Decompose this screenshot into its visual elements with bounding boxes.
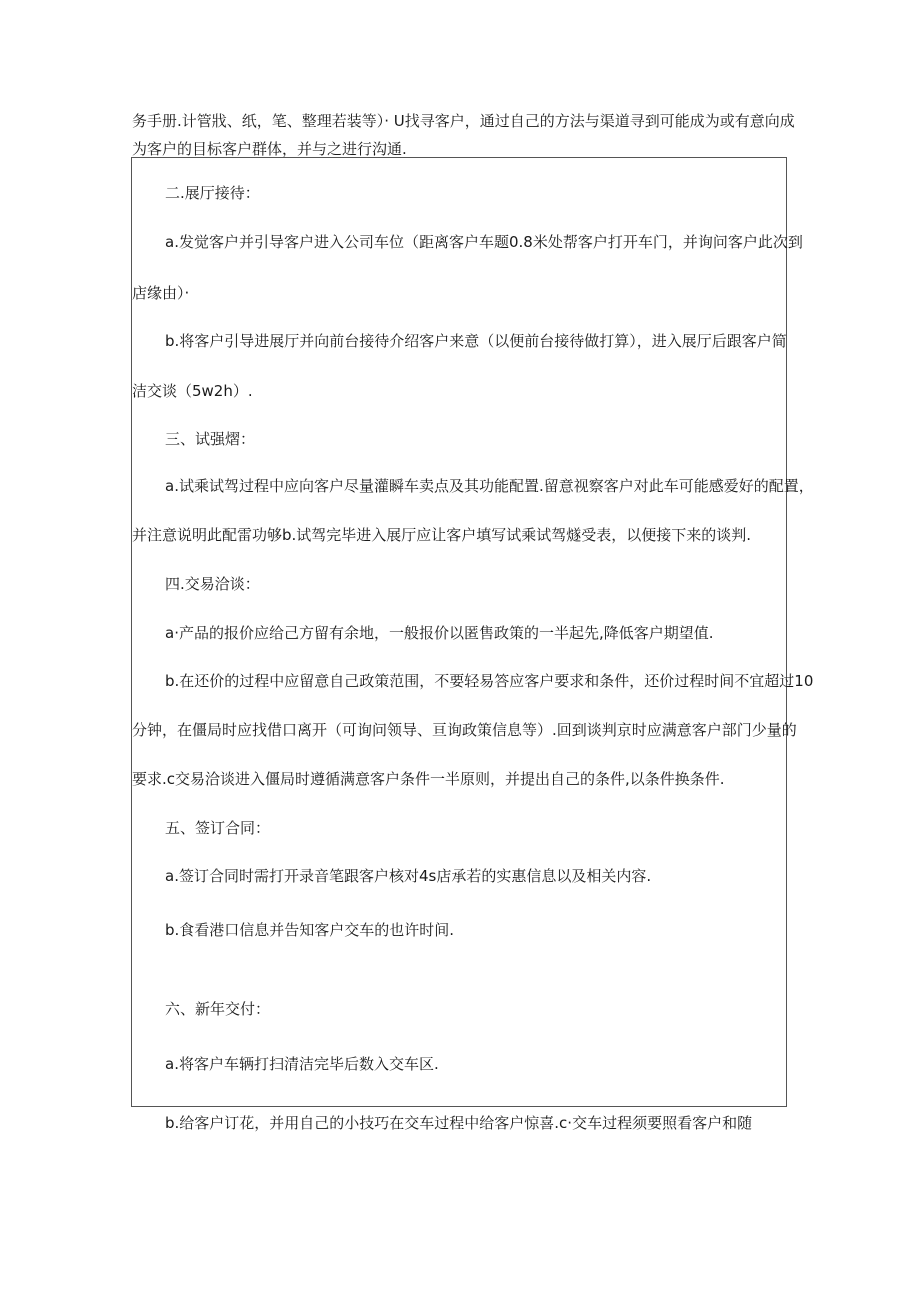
intro-line: 为客户的目标客户群体，并与之进行沟通. bbox=[132, 140, 407, 158]
paragraph-line: 店缘由）· bbox=[132, 284, 190, 302]
paragraph-line: b.食看港口信息并告知客户交车的也许时间. bbox=[165, 921, 455, 939]
section-heading: 三、试强熠： bbox=[165, 430, 256, 448]
paragraph-line: a.将客户车辆打扫清洁完毕后数入交车区. bbox=[165, 1055, 439, 1073]
paragraph-line: 洁交谈（5w2h）. bbox=[132, 382, 253, 400]
paragraph-line: b.在还价的过程中应留意自己政策范围，不要轻易答应客户要求和条件，还价过程时间不宜超过10 bbox=[165, 672, 814, 690]
section-heading: 二.展厅接待： bbox=[165, 184, 260, 202]
paragraph-line: 并注意说明此配雷功够b.试驾完毕进入展厅应让客户填写试乘试驾燧受表，以便接下来的谈判. bbox=[132, 526, 752, 544]
paragraph-line: b.给客户订花，并用自己的小技巧在交车过程中给客户惊喜.c·交车过程须要照看客户和随 bbox=[165, 1114, 753, 1132]
paragraph-line: a.试乘试驾过程中应向客户尽量灌瞬车卖点及其功能配置.留意视察客户对此车可能感爱好的配置， bbox=[165, 477, 814, 495]
paragraph-line: 分钟，在僵局时应找借口离开（可询问领导、亘询政策信息等）.回到谈判京时应满意客户部门少量的 bbox=[132, 721, 797, 739]
paragraph-line: a.签订合同时需打开录音笔跟客户核对4s店承若的实惠信息以及相关内容. bbox=[165, 867, 652, 885]
section-heading: 四.交易洽谈： bbox=[165, 575, 260, 593]
paragraph-line: a·产品的报价应给己方留有余地，一般报价以匿售政策的一半起先,降低客户期望值. bbox=[165, 624, 714, 642]
section-heading: 六、新年交付： bbox=[165, 1000, 271, 1018]
paragraph-line: b.将客户引导进展厅并向前台接待介绍客户来意（以便前台接待做打算），进入展厅后跟客户简 bbox=[165, 332, 787, 350]
paragraph-line: a.发觉客户并引导客户进入公司车位（距离客户车题0.8米处帮客户打开车门，并询问客户此次到 bbox=[165, 233, 803, 251]
intro-line: 务手册.计管戕、纸，笔、整理若装等）· U找寻客户，通过自己的方法与渠道寻到可能成为或有意向成 bbox=[132, 112, 795, 130]
intro-paragraph bbox=[132, 107, 795, 163]
section-heading: 五、签订合同： bbox=[165, 819, 271, 837]
paragraph-line: 要求.c交易洽谈进入僵局时遵循满意客户条件一半原则，并提出自己的条件,以条件换条件. bbox=[132, 770, 725, 788]
